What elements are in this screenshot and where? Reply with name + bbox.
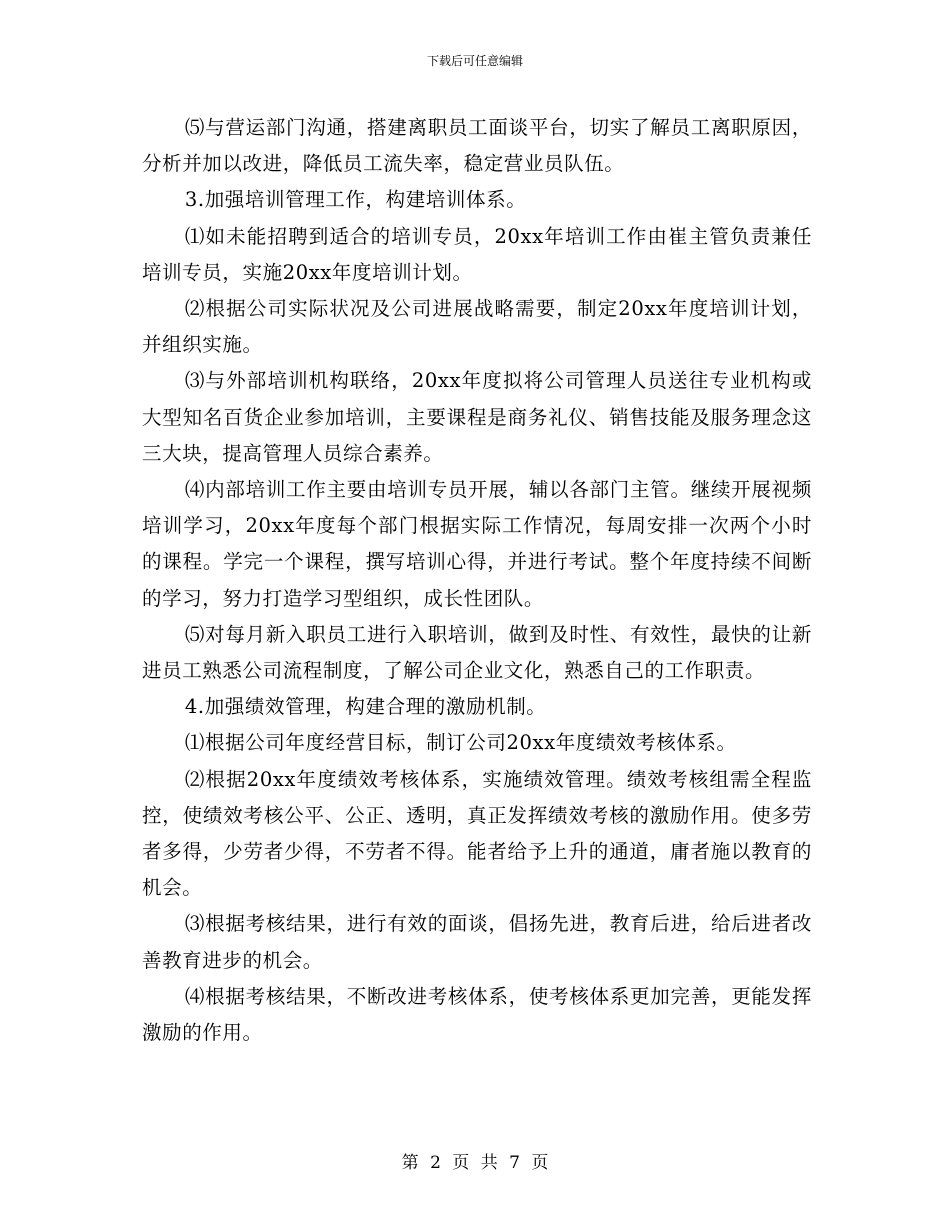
paragraph: ⑶根据考核结果，进行有效的面谈，倡扬先进，教育后进，给后进者改善教育进步的机会。: [142, 912, 812, 972]
paragraph: ⑶与外部培训机构联络，20xx年度拟将公司管理人员送往专业机构或大型知名百货企业参加培训，主要课程是商务礼仪、销售技能及服务理念这三大块，提高管理人员综合素养。: [142, 369, 812, 465]
paragraph: ⑵根据20xx年度绩效考核体系，实施绩效管理。绩效考核组需全程监控，使绩效考核公平、公正、透明，真正发挥绩效考核的激励作用。使多劳者多得，少劳者少得，不劳者不得。能者给予上升的通道，庸者施以教育的机会。: [142, 767, 812, 900]
paragraph: ⑴如未能招聘到适合的培训专员，20xx年培训工作由崔主管负责兼任培训专员，实施20xx年度培训计划。: [142, 224, 812, 284]
paragraph: ⑸对每月新入职员工进行入职培训，做到及时性、有效性，最快的让新进员工熟悉公司流程制度，了解公司企业文化，熟悉自己的工作职责。: [142, 622, 812, 683]
paragraph: ⑸与营运部门沟通，搭建离职员工面谈平台，切实了解员工离职原因，分析并加以改进，降低员工流失率，稳定营业员队伍。: [142, 116, 812, 176]
page-number-footer: 第 2 页 共 7 页: [401, 1153, 549, 1173]
section-heading: 3.加强培训管理工作，构建培训体系。: [184, 188, 527, 212]
section-heading: 4.加强绩效管理，构建合理的激励机制。: [184, 695, 547, 719]
paragraph: ⑴根据公司年度经营目标，制订公司20xx年度绩效考核体系。: [184, 731, 737, 755]
paragraph: ⑷内部培训工作主要由培训专员开展，辅以各部门主管。继续开展视频培训学习，20xx年度每个部门根据实际工作情况，每周安排一次两个小时的课程。学完一个课程，撰写培训心得，并进行考试。整个年度持续不间断的学习，努力打造学习型组织，成长性团队。: [142, 478, 812, 610]
paragraph: ⑵根据公司实际状况及公司进展战略需要，制定20xx年度培训计划，并组织实施。: [142, 297, 812, 357]
document-body: [142, 110, 812, 1051]
page-header: 下载后可任意编辑: [426, 54, 523, 68]
paragraph: ⑷根据考核结果，不断改进考核体系，使考核体系更加完善，更能发挥激励的作用。: [142, 984, 812, 1045]
